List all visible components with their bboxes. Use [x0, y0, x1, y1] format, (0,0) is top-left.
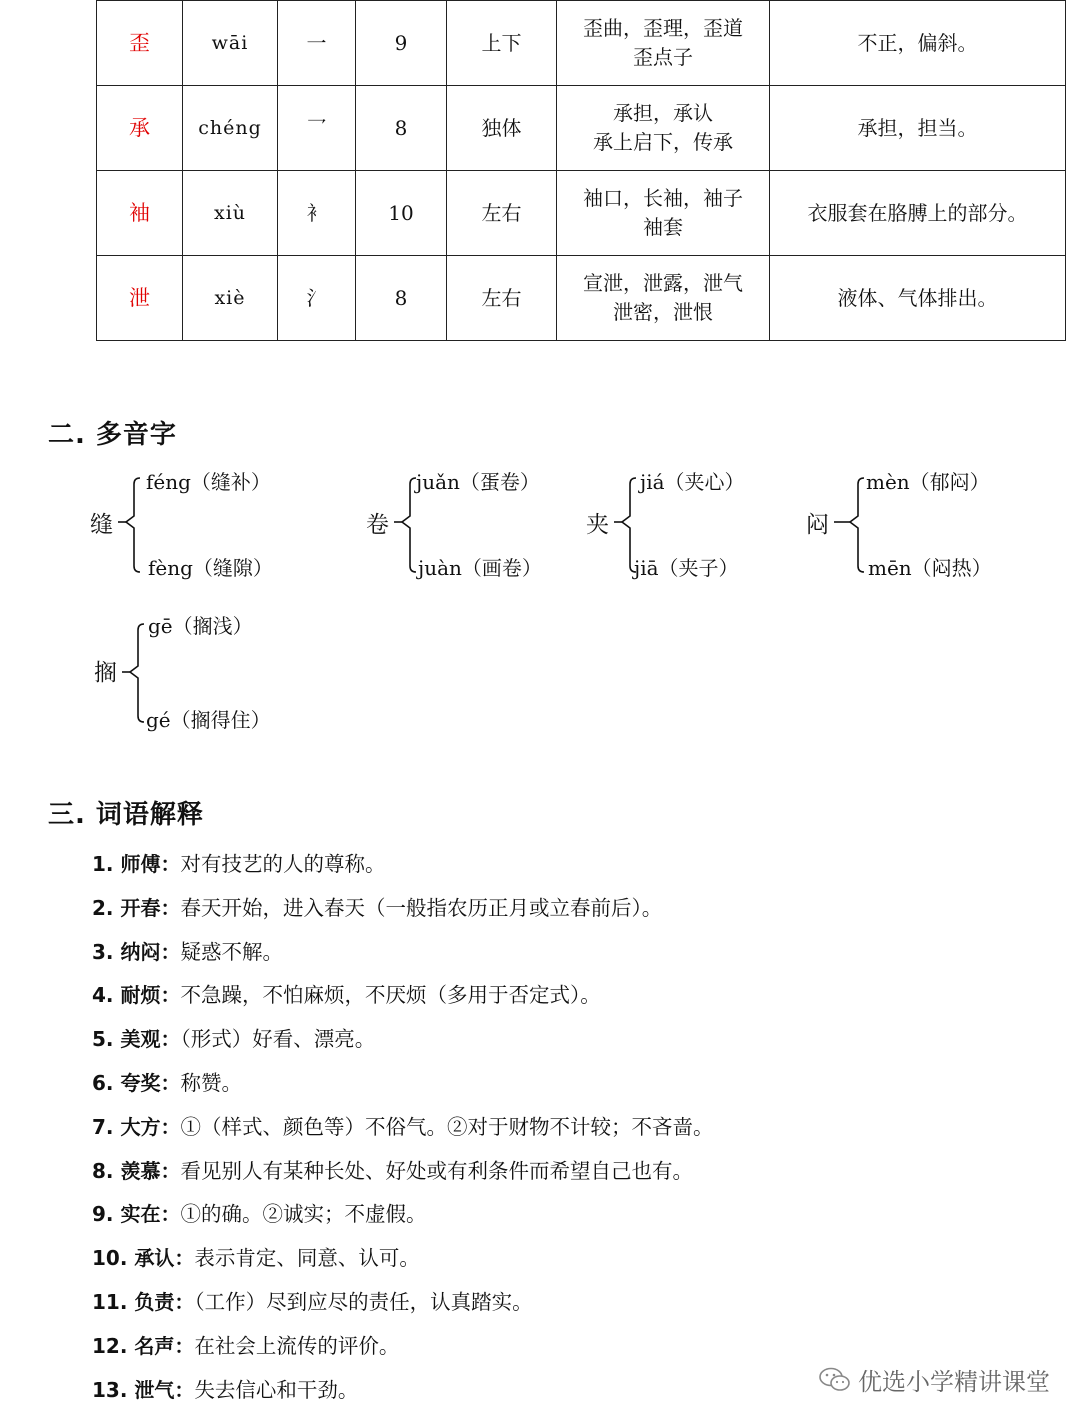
- radical-cell: 一: [278, 1, 356, 86]
- term: 8. 羡慕：: [92, 1158, 181, 1183]
- term: 12. 名声：: [92, 1333, 195, 1358]
- list-item: [92, 1111, 1052, 1155]
- list-item: [92, 936, 1052, 980]
- term: 6. 夸奖：: [92, 1070, 181, 1095]
- term: 7. 大方：: [92, 1114, 181, 1139]
- reading-1: mèn（郁闷）: [866, 470, 990, 494]
- meaning-cell: 衣服套在胳膊上的部分。: [770, 171, 1066, 256]
- radical-cell: 氵: [278, 256, 356, 341]
- polyphone-char: 闷: [806, 512, 829, 538]
- list-item: [92, 1023, 1052, 1067]
- term: 3. 纳闷：: [92, 939, 181, 964]
- definition: 在社会上流传的评价。: [194, 1333, 400, 1358]
- term: 1. 师傅：: [92, 852, 181, 876]
- table-row: [97, 86, 1066, 171]
- section-title-vocabulary: 三. 词语解释: [48, 800, 204, 830]
- pinyin-cell: wāi: [183, 1, 278, 86]
- polyphone-char: 缝: [90, 512, 113, 538]
- polyphone-char: 夹: [586, 512, 609, 538]
- term: 5. 美观：: [92, 1027, 181, 1052]
- structure-cell: 左右: [447, 171, 557, 256]
- reading-2: gé（搁得住）: [146, 708, 271, 732]
- polyphone-char: 卷: [366, 512, 389, 538]
- table-row: [97, 1, 1066, 86]
- table-row: [97, 256, 1066, 341]
- bracket-icon: [114, 468, 144, 572]
- bracket-icon: [830, 468, 870, 572]
- watermark-text: 优选小学精讲课堂: [858, 1368, 1050, 1396]
- list-item: [92, 1067, 1052, 1111]
- structure-cell: 左右: [447, 256, 557, 341]
- definition: ①（样式、颜色等）不俗气。②对于财物不计较；不吝啬。: [180, 1114, 714, 1139]
- meaning-cell: 不正，偏斜。: [770, 1, 1066, 86]
- words-cell: 袖口，长袖，袖子 袖套: [557, 171, 770, 256]
- words-cell: 宣泄，泄露，泄气 泄密，泄恨: [557, 256, 770, 341]
- definition: （工作）尽到应尽的责任，认真踏实。: [194, 1289, 533, 1314]
- definition: 表示肯定、同意、认可。: [194, 1246, 420, 1271]
- list-item: [92, 1155, 1052, 1199]
- definition-list: [92, 848, 1052, 1417]
- char-cell: 歪: [97, 1, 183, 86]
- char-cell: 袖: [97, 171, 183, 256]
- pinyin-cell: xiù: [183, 171, 278, 256]
- wechat-icon: [818, 1366, 852, 1394]
- definition: 称赞。: [180, 1070, 242, 1095]
- polyphone-item: [584, 462, 784, 582]
- words-cell: 承担，承认 承上启下，传承: [557, 86, 770, 171]
- section-title-polyphones: 二. 多音字: [48, 420, 177, 450]
- list-item: [92, 848, 1052, 892]
- bracket-icon: [118, 614, 148, 724]
- definition: 疑惑不解。: [180, 939, 283, 964]
- table-row: [97, 171, 1066, 256]
- term: 11. 负责：: [92, 1289, 195, 1314]
- words-cell: 歪曲，歪理，歪道 歪点子: [557, 1, 770, 86]
- list-item: [92, 1242, 1052, 1286]
- reading-1: féng（缝补）: [146, 470, 271, 494]
- radical-cell: 乛: [278, 86, 356, 171]
- reading-2: jiā（夹子）: [634, 556, 739, 580]
- definition: ①的确。②诚实；不虚假。: [180, 1202, 427, 1227]
- definition: 失去信心和干劲。: [194, 1377, 359, 1402]
- strokes-cell: 9: [356, 1, 447, 86]
- list-item: [92, 892, 1052, 936]
- strokes-cell: 10: [356, 171, 447, 256]
- structure-cell: 上下: [447, 1, 557, 86]
- polyphone-item: [364, 462, 584, 582]
- polyphone-item: [92, 606, 332, 736]
- structure-cell: 独体: [447, 86, 557, 171]
- reading-2: mēn（闷热）: [868, 556, 992, 580]
- definition: 不急躁，不怕麻烦，不厌烦（多用于否定式）。: [180, 983, 601, 1008]
- term: 2. 开春：: [92, 895, 181, 920]
- pinyin-cell: xiè: [183, 256, 278, 341]
- polyphone-item: [88, 462, 328, 582]
- term: 10. 承认：: [92, 1246, 195, 1271]
- strokes-cell: 8: [356, 86, 447, 171]
- char-cell: 承: [97, 86, 183, 171]
- reading-1: jiá（夹心）: [640, 470, 745, 494]
- meaning-cell: 承担，担当。: [770, 86, 1066, 171]
- term: 9. 实在：: [92, 1202, 181, 1227]
- list-item: [92, 979, 1052, 1023]
- list-item: [92, 1198, 1052, 1242]
- polyphone-item: [804, 462, 1034, 582]
- character-table: [96, 0, 1066, 341]
- list-item: [92, 1286, 1052, 1330]
- definition: 对有技艺的人的尊称。: [180, 852, 386, 876]
- reading-1: gē（搁浅）: [148, 614, 253, 638]
- definition: 春天开始，进入春天（一般指农历正月或立春前后）。: [180, 895, 663, 920]
- term: 13. 泄气：: [92, 1377, 195, 1402]
- watermark: [818, 1362, 1050, 1397]
- reading-1: juǎn（蛋卷）: [416, 470, 540, 494]
- polyphone-char: 搁: [94, 660, 117, 686]
- meaning-cell: 液体、气体排出。: [770, 256, 1066, 341]
- term: 4. 耐烦：: [92, 983, 181, 1008]
- reading-2: juàn（画卷）: [418, 556, 542, 580]
- radical-cell: 衤: [278, 171, 356, 256]
- definition: 看见别人有某种长处、好处或有利条件而希望自己也有。: [180, 1158, 693, 1183]
- reading-2: fèng（缝隙）: [148, 556, 273, 580]
- definition: （形式）好看、漂亮。: [180, 1027, 376, 1052]
- strokes-cell: 8: [356, 256, 447, 341]
- char-cell: 泄: [97, 256, 183, 341]
- pinyin-cell: chéng: [183, 86, 278, 171]
